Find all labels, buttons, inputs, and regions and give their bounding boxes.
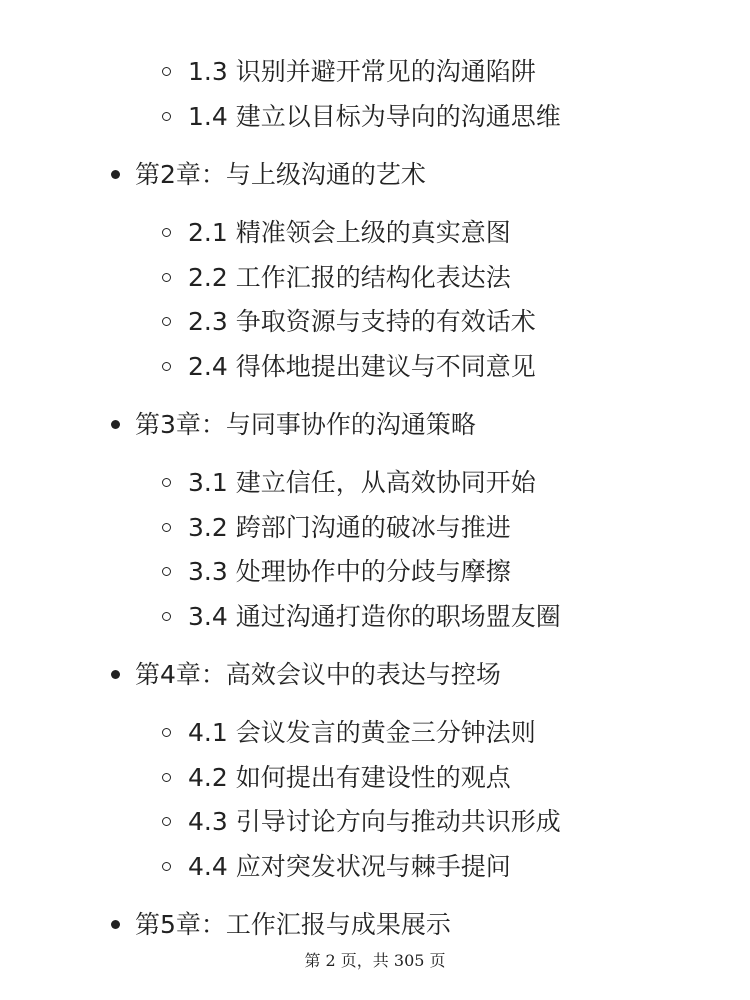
section-title: 2.4 得体地提出建议与不同意见 bbox=[188, 351, 536, 381]
section-item bbox=[0, 800, 750, 845]
section-title: 3.3 处理协作中的分歧与摩擦 bbox=[188, 557, 511, 586]
circle-bullet-icon bbox=[162, 817, 171, 826]
section-title: 3.4 通过沟通打造你的职场盟友圈 bbox=[188, 601, 561, 631]
section-item bbox=[0, 95, 750, 140]
section-item bbox=[0, 345, 750, 390]
section-title: 3.1 建立信任，从高效协同开始 bbox=[188, 468, 536, 497]
section-title: 1.4 建立以目标为导向的沟通思维 bbox=[188, 101, 561, 131]
chapter-title: 第3章：与同事协作的沟通策略 bbox=[135, 410, 476, 439]
section-title: 4.2 如何提出有建设性的观点 bbox=[188, 762, 511, 792]
circle-bullet-icon bbox=[162, 728, 171, 737]
section-title: 2.1 精准领会上级的真实意图 bbox=[188, 218, 511, 247]
circle-bullet-icon bbox=[162, 523, 171, 532]
page-footer: 第 2 页，共 305 页 bbox=[304, 951, 446, 970]
circle-bullet-icon bbox=[162, 862, 171, 871]
section-item bbox=[0, 461, 750, 506]
section-item bbox=[0, 50, 750, 95]
circle-bullet-icon bbox=[162, 362, 171, 371]
section-title: 4.3 引导讨论方向与推动共识形成 bbox=[188, 807, 561, 836]
bullet-icon bbox=[111, 670, 120, 679]
bullet-icon bbox=[111, 920, 120, 929]
chapter-heading bbox=[0, 153, 750, 197]
chapter-heading bbox=[0, 403, 750, 447]
table-of-contents bbox=[0, 50, 750, 961]
section-title: 2.2 工作汇报的结构化表达法 bbox=[188, 262, 511, 292]
section-title: 4.4 应对突发状况与棘手提问 bbox=[188, 851, 511, 881]
circle-bullet-icon bbox=[162, 67, 171, 76]
circle-bullet-icon bbox=[162, 612, 171, 621]
chapter-heading bbox=[0, 903, 750, 947]
circle-bullet-icon bbox=[162, 478, 171, 487]
section-item bbox=[0, 595, 750, 640]
bullet-icon bbox=[111, 170, 120, 179]
section-title: 3.2 跨部门沟通的破冰与推进 bbox=[188, 512, 511, 542]
section-item bbox=[0, 506, 750, 551]
section-item bbox=[0, 711, 750, 756]
section-item bbox=[0, 300, 750, 345]
chapter-heading bbox=[0, 653, 750, 697]
chapter-title: 第4章：高效会议中的表达与控场 bbox=[135, 660, 501, 689]
circle-bullet-icon bbox=[162, 773, 171, 782]
chapter-title: 第2章：与上级沟通的艺术 bbox=[135, 160, 426, 189]
circle-bullet-icon bbox=[162, 273, 171, 282]
section-item bbox=[0, 211, 750, 256]
chapter-title: 第5章：工作汇报与成果展示 bbox=[135, 910, 451, 939]
bullet-icon bbox=[111, 420, 120, 429]
section-title: 4.1 会议发言的黄金三分钟法则 bbox=[188, 718, 536, 747]
circle-bullet-icon bbox=[162, 317, 171, 326]
circle-bullet-icon bbox=[162, 567, 171, 576]
section-title: 1.3 识别并避开常见的沟通陷阱 bbox=[188, 57, 536, 86]
section-title: 2.3 争取资源与支持的有效话术 bbox=[188, 307, 536, 336]
section-item bbox=[0, 845, 750, 890]
section-item bbox=[0, 756, 750, 801]
section-item bbox=[0, 550, 750, 595]
circle-bullet-icon bbox=[162, 112, 171, 121]
circle-bullet-icon bbox=[162, 228, 171, 237]
section-item bbox=[0, 256, 750, 301]
